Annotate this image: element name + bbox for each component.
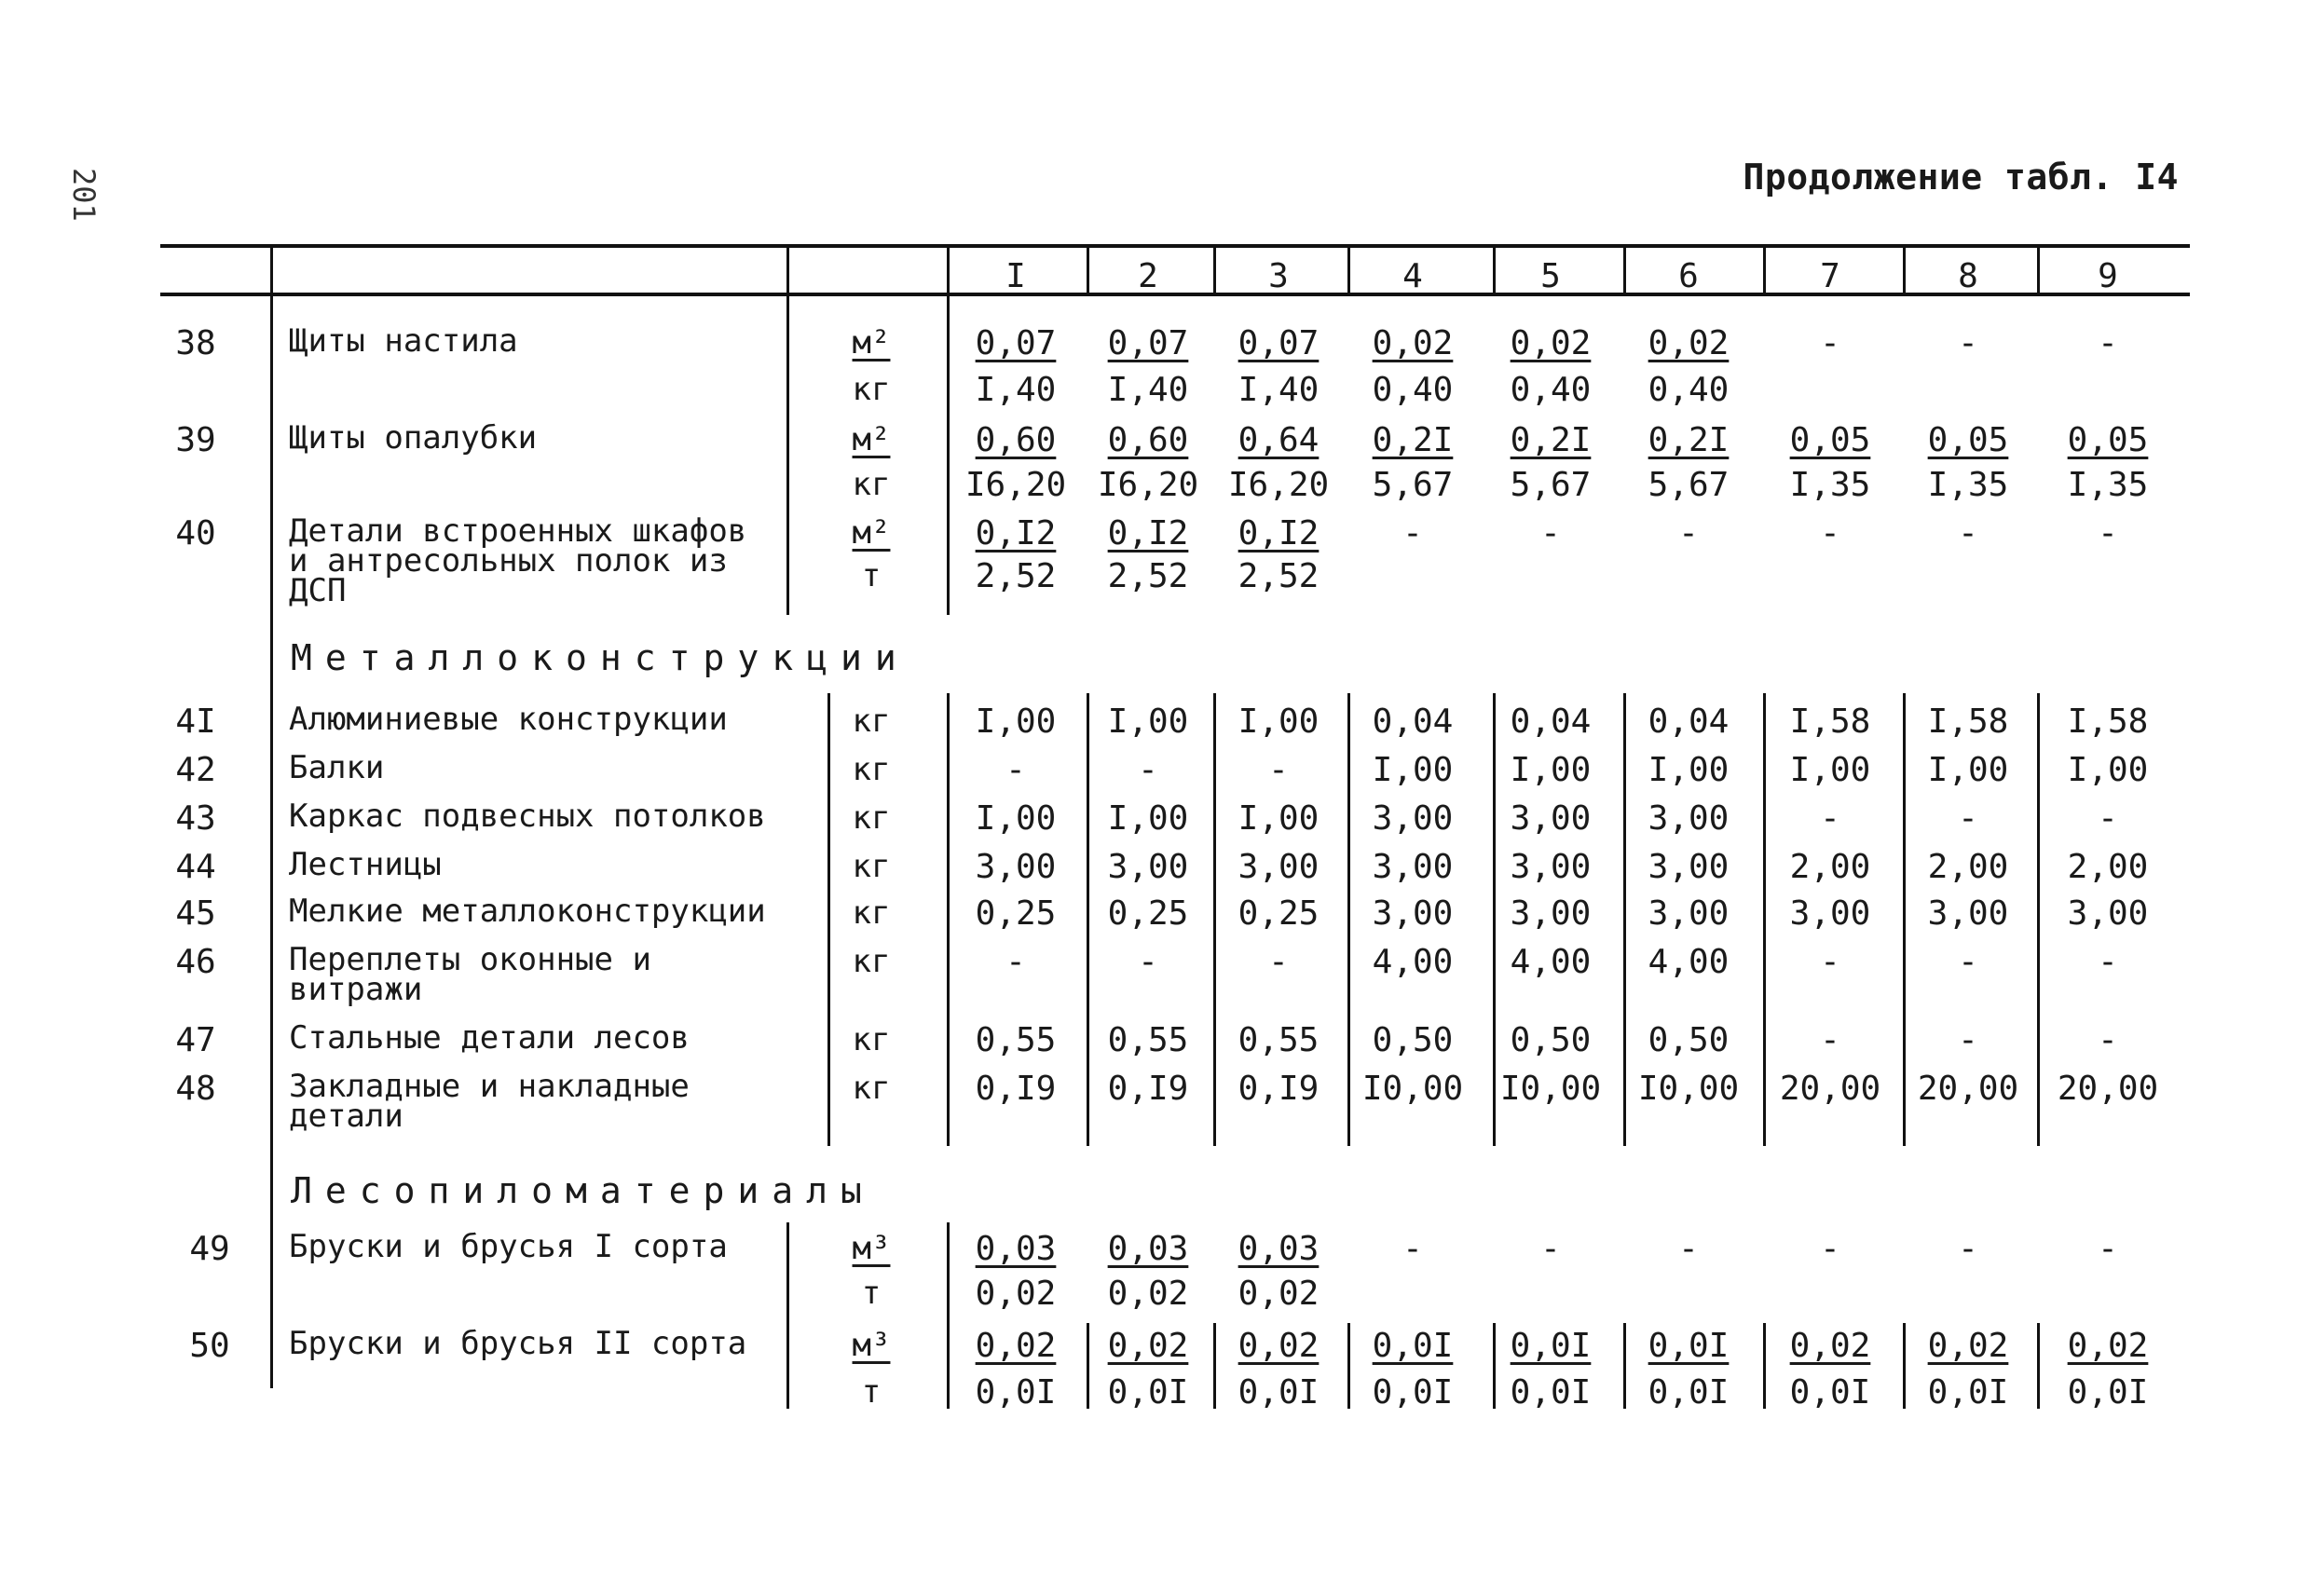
table-cell: 0,02 — [2067, 1327, 2149, 1365]
table-cell-secondary: 0,0I — [1648, 1373, 1730, 1412]
row-unit-secondary: кг — [852, 466, 891, 503]
table-cell: - — [1820, 324, 1840, 362]
table-cell: - — [1540, 1230, 1561, 1268]
row-unit: м³ — [852, 1230, 891, 1267]
table-cell: I,00 — [1107, 799, 1189, 838]
header-col-divider — [1347, 244, 1350, 296]
row-unit: м² — [852, 421, 891, 458]
table-cell-secondary: 0,0I — [1789, 1373, 1871, 1412]
row-unit: м² — [852, 324, 891, 361]
table-col-divider — [2037, 693, 2040, 1146]
row-name: Переплеты оконные и витражи — [289, 941, 651, 1008]
row-number: 39 — [175, 421, 216, 459]
row-unit: кг — [852, 799, 891, 837]
table-cell: - — [1005, 751, 1026, 789]
header-col-divider — [2037, 244, 2040, 296]
table-cell: 0,2I — [1372, 421, 1454, 459]
table-cell: - — [1268, 751, 1289, 789]
table-cell: 0,03 — [1238, 1230, 1320, 1268]
table-cell: I,58 — [1789, 703, 1871, 741]
table-cell: 0,04 — [1510, 703, 1592, 741]
table-cell: I,00 — [1648, 751, 1730, 789]
table-cell: 0,2I — [1648, 421, 1730, 459]
table-cell-secondary: 0,0I — [975, 1373, 1057, 1412]
row-unit-secondary: т — [861, 557, 882, 594]
table-cell: - — [1820, 514, 1840, 552]
table-cell: 20,00 — [2057, 1070, 2159, 1108]
row-unit-secondary: т — [861, 1275, 882, 1312]
table-cell-secondary: I,40 — [975, 371, 1057, 409]
table-cell: 0,07 — [1238, 324, 1320, 362]
table-cell: 3,00 — [1510, 848, 1592, 886]
table-cell: 0,50 — [1648, 1021, 1730, 1059]
column-header-2: 2 — [1138, 257, 1158, 295]
table-cell: I,00 — [1927, 751, 2009, 789]
table-col-divider — [786, 296, 789, 615]
table-col-divider — [786, 1222, 789, 1409]
row-number: 48 — [175, 1070, 216, 1108]
table-cell: 2,00 — [1789, 848, 1871, 886]
row-unit: кг — [852, 894, 891, 932]
table-cell: 2,00 — [2067, 848, 2149, 886]
table-cell: 3,00 — [1648, 799, 1730, 838]
table-cell: - — [1820, 1021, 1840, 1059]
row-number: 43 — [175, 799, 216, 838]
table-cell: I,00 — [1238, 799, 1320, 838]
table-cell-secondary: I6,20 — [1097, 466, 1199, 504]
row-name: Каркас подвесных потолков — [289, 798, 766, 835]
table-cell: I,58 — [2067, 703, 2149, 741]
table-col-divider — [947, 693, 950, 1146]
column-header-8: 8 — [1958, 257, 1978, 295]
table-col-divider — [270, 296, 273, 1388]
section-heading-metal: Металлоконструкции — [291, 637, 909, 678]
table-cell-secondary: 0,40 — [1510, 371, 1592, 409]
table-cell: - — [1540, 514, 1561, 552]
table-cell-secondary: I,40 — [1107, 371, 1189, 409]
table-cell: - — [1138, 751, 1158, 789]
column-header-5: 5 — [1540, 257, 1561, 295]
column-header-9: 9 — [2098, 257, 2118, 295]
table-cell: - — [1820, 799, 1840, 838]
table-cell: 4,00 — [1648, 943, 1730, 981]
table-cell: 0,50 — [1372, 1021, 1454, 1059]
row-name: Балки — [289, 749, 385, 786]
table-cell: I0,00 — [1499, 1070, 1602, 1108]
table-cell-secondary: 5,67 — [1648, 466, 1730, 504]
table-cell: - — [2098, 799, 2118, 838]
column-header-1: I — [1005, 257, 1026, 295]
row-number: 44 — [175, 848, 216, 886]
row-name: Лестницы — [289, 846, 442, 883]
row-unit-secondary: т — [861, 1373, 882, 1411]
header-col-divider — [947, 244, 950, 296]
table-cell: 0,05 — [2067, 421, 2149, 459]
header-col-divider — [786, 244, 789, 296]
table-cell: 0,64 — [1238, 421, 1320, 459]
table-cell: 4,00 — [1372, 943, 1454, 981]
table-cell: 3,00 — [1107, 848, 1189, 886]
table-cell: 0,60 — [975, 421, 1057, 459]
table-col-divider — [2037, 1323, 2040, 1409]
table-cell-secondary: I6,20 — [964, 466, 1067, 504]
table-cell: I,00 — [1510, 751, 1592, 789]
table-cell: 3,00 — [975, 848, 1057, 886]
table-cell: - — [1958, 514, 1978, 552]
row-unit: кг — [852, 1070, 891, 1107]
header-col-divider — [1623, 244, 1626, 296]
table-cell: 3,00 — [1510, 799, 1592, 838]
row-number: 38 — [175, 324, 216, 362]
table-cell: - — [2098, 514, 2118, 552]
table-cell: 0,02 — [1107, 1327, 1189, 1365]
table-cell: I,00 — [1789, 751, 1871, 789]
table-cell: 3,00 — [1927, 894, 2009, 933]
table-cell: - — [2098, 1230, 2118, 1268]
table-cell: 0,I2 — [1107, 514, 1189, 552]
table-cell: I0,00 — [1361, 1070, 1464, 1108]
table-cell: 0,0I — [1372, 1327, 1454, 1365]
table-cell-secondary: 5,67 — [1510, 466, 1592, 504]
table-cell: 0,I9 — [975, 1070, 1057, 1108]
table-cell: 0,55 — [975, 1021, 1057, 1059]
table-cell-secondary: I,40 — [1238, 371, 1320, 409]
table-cell: - — [1402, 1230, 1423, 1268]
row-name: Бруски и брусья II сорта — [289, 1325, 747, 1362]
table-cell: 3,00 — [2067, 894, 2149, 933]
table-cell-secondary: 0,02 — [1107, 1275, 1189, 1313]
row-name: Стальные детали лесов — [289, 1019, 690, 1057]
column-header-6: 6 — [1678, 257, 1699, 295]
table-cell: 0,02 — [1648, 324, 1730, 362]
table-cell: 3,00 — [1372, 848, 1454, 886]
header-col-divider — [1763, 244, 1766, 296]
row-number: 40 — [175, 514, 216, 552]
table-cell: 3,00 — [1789, 894, 1871, 933]
table-cell: 0,02 — [1789, 1327, 1871, 1365]
row-name: Закладные и накладные детали — [289, 1068, 690, 1135]
table-cell-secondary: 0,0I — [2067, 1373, 2149, 1412]
table-cell: 0,50 — [1510, 1021, 1592, 1059]
row-number: 46 — [175, 943, 216, 981]
column-header-7: 7 — [1820, 257, 1840, 295]
table-cell-secondary: I,35 — [1789, 466, 1871, 504]
row-number: 4I — [175, 703, 216, 741]
table-cell-secondary: 5,67 — [1372, 466, 1454, 504]
table-cell: 0,02 — [1927, 1327, 2009, 1365]
table-cell: 3,00 — [1648, 848, 1730, 886]
table-cell-secondary: 0,40 — [1648, 371, 1730, 409]
row-name: Щиты настила — [289, 322, 518, 360]
table-cell: 0,25 — [1107, 894, 1189, 933]
table-cell: 0,05 — [1789, 421, 1871, 459]
table-cell-secondary: 0,40 — [1372, 371, 1454, 409]
row-unit: м² — [852, 514, 891, 552]
table-cell: 0,60 — [1107, 421, 1189, 459]
table-cell: 0,55 — [1107, 1021, 1189, 1059]
table-cell: - — [1958, 1021, 1978, 1059]
table-cell-secondary: 0,0I — [1927, 1373, 2009, 1412]
row-name: Мелкие металлоконструкции — [289, 893, 766, 930]
table-cell: 3,00 — [1238, 848, 1320, 886]
table-cell-secondary: 2,52 — [1238, 557, 1320, 595]
table-cell: I,58 — [1927, 703, 2009, 741]
row-unit: м³ — [852, 1327, 891, 1364]
table-cell: I,00 — [975, 799, 1057, 838]
table-cell: I,00 — [2067, 751, 2149, 789]
table-cell: 0,55 — [1238, 1021, 1320, 1059]
table-cell: 0,25 — [975, 894, 1057, 933]
table-cell: 0,03 — [975, 1230, 1057, 1268]
table-cell: 0,02 — [1372, 324, 1454, 362]
table-cell: I,00 — [1372, 751, 1454, 789]
table-cell: - — [1678, 514, 1699, 552]
table-cell-secondary: I6,20 — [1227, 466, 1330, 504]
table-cell: - — [1958, 1230, 1978, 1268]
table-cell: - — [1005, 943, 1026, 981]
column-header-3: 3 — [1268, 257, 1289, 295]
table-cell: 0,25 — [1238, 894, 1320, 933]
page-number: 201 — [66, 168, 102, 222]
table-cell: - — [1268, 943, 1289, 981]
table-cell: 4,00 — [1510, 943, 1592, 981]
table-cell: - — [1402, 514, 1423, 552]
table-cell-secondary: 2,52 — [1107, 557, 1189, 595]
row-number: 50 — [189, 1327, 230, 1365]
row-unit: кг — [852, 943, 891, 980]
header-col-divider — [1087, 244, 1089, 296]
table-cell: 0,I9 — [1238, 1070, 1320, 1108]
table-cell: 20,00 — [1779, 1070, 1881, 1108]
header-col-divider — [1213, 244, 1216, 296]
header-col-divider — [270, 244, 273, 296]
row-name: Детали встроенных шкафов и антресольных полок из ДСП — [289, 512, 747, 609]
table-cell-secondary: I,35 — [2067, 466, 2149, 504]
row-unit-secondary: кг — [852, 371, 891, 408]
table-cell-secondary: 0,02 — [975, 1275, 1057, 1313]
table-cell: - — [1958, 324, 1978, 362]
table-cell: 0,04 — [1648, 703, 1730, 741]
table-cell: - — [1820, 1230, 1840, 1268]
section-heading-timber: Лесопиломатериалы — [291, 1170, 875, 1211]
table-cell: 3,00 — [1372, 799, 1454, 838]
row-name: Бруски и брусья I сорта — [289, 1228, 728, 1265]
table-cell: 0,2I — [1510, 421, 1592, 459]
table-cell: 0,07 — [1107, 324, 1189, 362]
table-cell: I,00 — [975, 703, 1057, 741]
table-cell: 2,00 — [1927, 848, 2009, 886]
header-col-divider — [1903, 244, 1906, 296]
table-cell-secondary: 0,0I — [1372, 1373, 1454, 1412]
row-unit: кг — [852, 751, 891, 788]
row-number: 47 — [175, 1021, 216, 1059]
table-cell-secondary: 2,52 — [975, 557, 1057, 595]
table-cell: 0,04 — [1372, 703, 1454, 741]
row-unit: кг — [852, 1021, 891, 1058]
table-cell: I0,00 — [1637, 1070, 1740, 1108]
table-cell: I,00 — [1107, 703, 1189, 741]
table-caption: Продолжение табл. I4 — [1743, 157, 2179, 198]
row-unit: кг — [852, 848, 891, 885]
table-cell: 20,00 — [1917, 1070, 2019, 1108]
table-cell: 0,02 — [1238, 1327, 1320, 1365]
table-cell: - — [1138, 943, 1158, 981]
table-cell: 0,0I — [1648, 1327, 1730, 1365]
table-cell: 0,I9 — [1107, 1070, 1189, 1108]
table-cell: 0,02 — [1510, 324, 1592, 362]
table-cell: - — [1958, 799, 1978, 838]
table-cell: 0,0I — [1510, 1327, 1592, 1365]
row-number: 45 — [175, 894, 216, 933]
row-number: 49 — [189, 1230, 230, 1268]
row-name: Алюминиевые конструкции — [289, 701, 728, 738]
table-top-rule — [160, 244, 2190, 248]
table-cell-secondary: I,35 — [1927, 466, 2009, 504]
table-cell: 0,03 — [1107, 1230, 1189, 1268]
table-cell-secondary: 0,0I — [1107, 1373, 1189, 1412]
table-cell: 3,00 — [1648, 894, 1730, 933]
table-cell: - — [1678, 1230, 1699, 1268]
table-cell: - — [1958, 943, 1978, 981]
table-cell: 0,I2 — [1238, 514, 1320, 552]
table-cell: - — [2098, 324, 2118, 362]
table-cell: 3,00 — [1510, 894, 1592, 933]
column-header-4: 4 — [1402, 257, 1423, 295]
table-cell: - — [2098, 1021, 2118, 1059]
table-cell: 0,05 — [1927, 421, 2009, 459]
table-cell: - — [1820, 943, 1840, 981]
table-cell: - — [2098, 943, 2118, 981]
table-col-divider — [947, 296, 950, 615]
table-cell: 3,00 — [1372, 894, 1454, 933]
table-cell: 0,07 — [975, 324, 1057, 362]
row-number: 42 — [175, 751, 216, 789]
table-cell: 0,I2 — [975, 514, 1057, 552]
table-cell: 0,02 — [975, 1327, 1057, 1365]
table-cell-secondary: 0,0I — [1238, 1373, 1320, 1412]
table-cell: I,00 — [1238, 703, 1320, 741]
table-cell-secondary: 0,0I — [1510, 1373, 1592, 1412]
row-name: Щиты опалубки — [289, 419, 538, 457]
table-cell-secondary: 0,02 — [1238, 1275, 1320, 1313]
table-col-divider — [947, 1222, 950, 1409]
row-unit: кг — [852, 703, 891, 740]
